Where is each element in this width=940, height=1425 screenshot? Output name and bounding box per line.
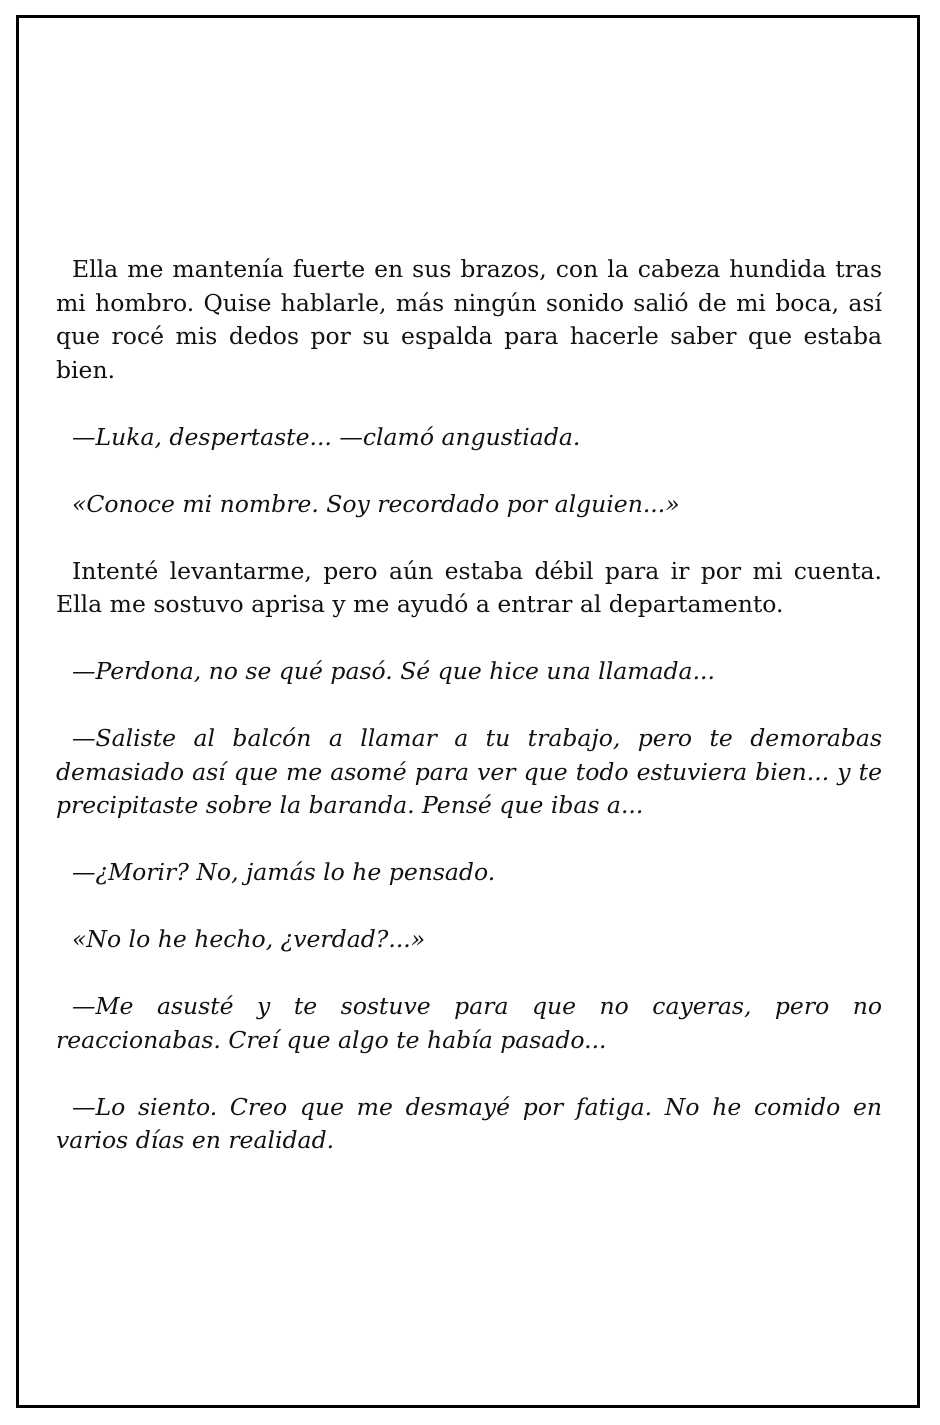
paragraph-thought-done: «No lo he hecho, ¿verdad?...»: [72, 925, 426, 953]
paragraph-narration-embrace: Ella me mantenía fuerte en sus brazos, con la cabeza hundida tras mi hombro. Quise hablarle, más ningún sonido salió de mi boca, así que rocé mis dedos por su espalda para hacerle saber que estaba bien.: [56, 255, 882, 384]
paragraph-dialogue-fatigue: —Lo siento. Creo que me desmayé por fatiga. No he comido en varios días en realidad.: [56, 1092, 882, 1154]
paragraph-dialogue-die: —¿Morir? No, jamás lo he pensado.: [72, 858, 496, 886]
paragraph-thought-name: «Conoce mi nombre. Soy recordado por alguien...»: [72, 489, 680, 518]
paragraph-dialogue-sorry: —Perdona, no se qué pasó. Sé que hice una llamada...: [72, 657, 715, 685]
paragraph-narration-stand: Intenté levantarme, pero aún estaba débil para ir por mi cuenta. Ella me sostuvo aprisa y me ayudó a entrar al departamento.: [56, 556, 882, 618]
paragraph-dialogue-balcony: —Saliste al balcón a llamar a tu trabajo, pero te demorabas demasiado así que me asomé para ver que todo estuviera bien... y te precipitaste sobre la baranda. Pensé que ibas a...: [56, 724, 882, 819]
paragraph-dialogue-awake: —Luka, despertaste... —clamó angustiada.: [72, 422, 581, 451]
page-text: [56, 253, 882, 1158]
paragraph-dialogue-scared: —Me asusté y te sostuve para que no cayeras, pero no reaccionabas. Creí que algo te había pasado...: [56, 992, 882, 1054]
